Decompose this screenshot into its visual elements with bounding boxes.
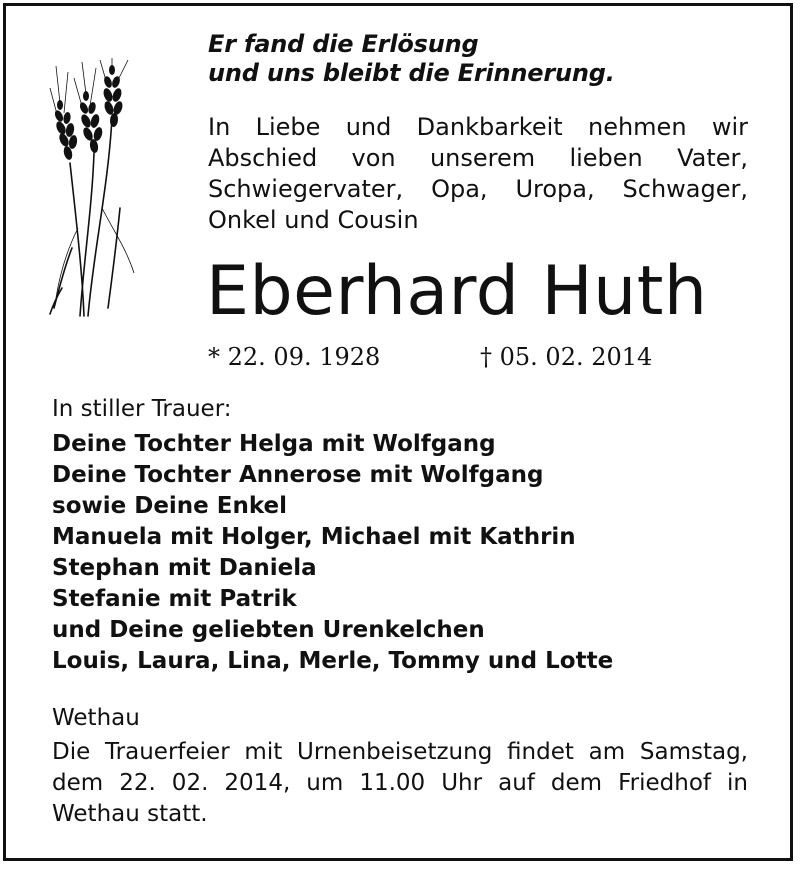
notice-line-1: Die Trauerfeier mit Urnenbeisetzung findet am Samstag, [52,739,748,765]
wheat-ears-icon [42,58,142,320]
intro-line-2: Abschied von unserem lieben Vater, [208,144,748,172]
place-name: Wethau [52,705,140,731]
funeral-notice [52,737,748,830]
motto-line-2: und uns bleibt die Erinnerung. [208,59,615,87]
family-line: Louis, Laura, Lina, Merle, Tommy und Lotte [52,648,614,674]
notice-line-3: Wethau statt. [52,801,208,827]
family-line: Deine Tochter Helga mit Wolfgang [52,431,496,457]
motto [208,30,615,88]
family-line: Deine Tochter Annerose mit Wolfgang [52,462,544,488]
birth-date: * 22. 09. 1928 [208,343,381,371]
intro-line-4: Onkel und Cousin [208,206,419,234]
family-line: Stephan mit Daniela [52,555,317,581]
death-date: † 05. 02. 2014 [480,343,653,371]
family-line: Stefanie mit Patrik [52,586,297,612]
family-line: sowie Deine Enkel [52,493,288,519]
family-line: und Deine geliebten Urenkelchen [52,617,485,643]
intro-text [208,112,748,236]
motto-line-1: Er fand die Erlösung [208,30,479,58]
notice-line-2: dem 22. 02. 2014, um 11.00 Uhr auf dem Friedhof in [52,770,748,796]
mourning-label: In stiller Trauer: [52,396,232,422]
intro-line-1: In Liebe und Dankbarkeit nehmen wir [208,113,748,141]
family-list [52,429,613,677]
family-line: Manuela mit Holger, Michael mit Kathrin [52,524,576,550]
deceased-name: Eberhard Huth [206,252,708,331]
intro-line-3: Schwiegervater, Opa, Uropa, Schwager, [208,175,748,203]
